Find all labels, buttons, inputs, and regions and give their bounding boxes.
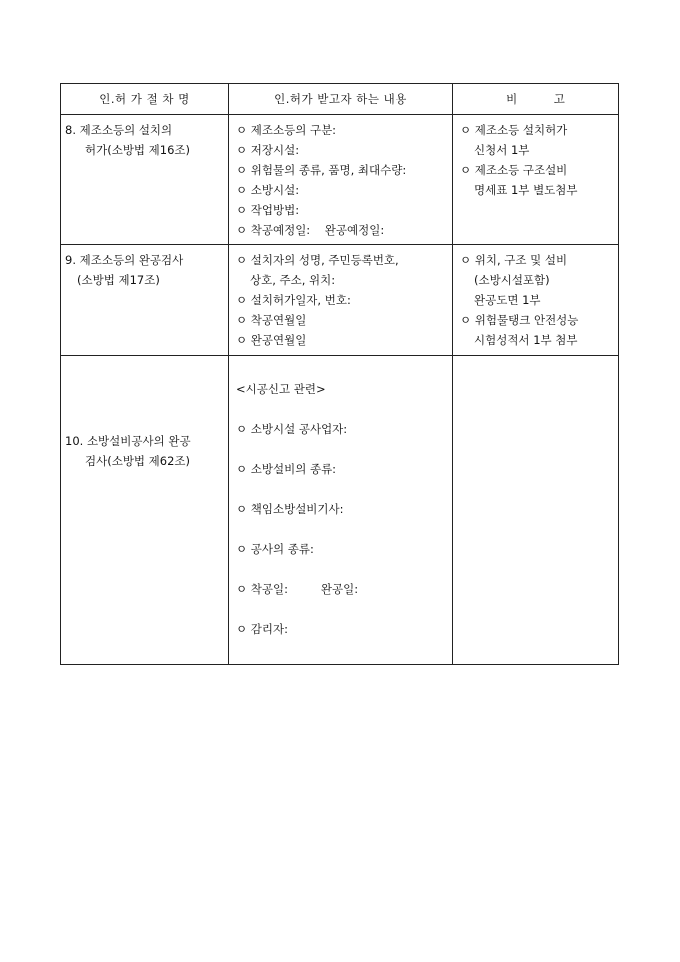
remark-item: ㅇ 위험물탱크 안전성능 <box>460 313 579 327</box>
content-item: ㅇ 위험물의 종류, 품명, 최대수량: <box>236 163 407 177</box>
content-item: ㅇ 소방시설: <box>236 183 300 197</box>
table-row <box>61 356 619 665</box>
content-item: ㅇ 책임소방설비기사: <box>236 502 344 516</box>
remarks-cell <box>453 356 619 665</box>
content-item: ㅇ 저장시설: <box>236 143 300 157</box>
procedure-name-line: 허가(소방법 제16조) <box>85 143 191 157</box>
content-item: ㅇ 작업방법: <box>236 203 300 217</box>
procedure-name-cell <box>61 356 229 665</box>
requested-content-cell <box>229 245 453 356</box>
header-remarks-label: 비 고 <box>506 92 565 106</box>
procedure-name-line: 8. 제조소등의 설치의 <box>65 123 173 137</box>
content-item: 상호, 주소, 위치: <box>250 273 336 287</box>
header-procedure-name: 인.허 가 절 차 명 <box>61 84 229 115</box>
table-header-row <box>61 84 619 115</box>
remark-item: ㅇ 위치, 구조 및 설비 <box>460 253 568 267</box>
remarks-cell <box>453 245 619 356</box>
procedure-name-cell <box>61 245 229 356</box>
content-item: ㅇ 소방시설 공사업자: <box>236 422 348 436</box>
content-item: ㅇ 완공연월일 <box>236 333 307 347</box>
remarks-cell <box>453 115 619 245</box>
content-item: ㅇ 설치자의 성명, 주민등록번호, <box>236 253 399 267</box>
permit-procedure-table <box>60 83 619 665</box>
table-row <box>61 115 619 245</box>
remark-item: (소방시설포함) <box>474 273 550 287</box>
requested-content-cell <box>229 356 453 665</box>
remark-item: 명세표 1부 별도첨부 <box>474 183 578 197</box>
procedure-name-line: 검사(소방법 제62조) <box>85 454 191 468</box>
header-remarks <box>453 84 619 115</box>
content-item: ㅇ 착공연월일 <box>236 313 307 327</box>
remark-item: 시험성적서 1부 첨부 <box>474 333 578 347</box>
content-item: ㅇ 제조소등의 구분: <box>236 123 337 137</box>
header-requested-content: 인.허가 받고자 하는 내용 <box>229 84 453 115</box>
content-item: <시공신고 관련> <box>236 382 326 396</box>
content-item: ㅇ 감리자: <box>236 622 288 636</box>
remark-item: 신청서 1부 <box>474 143 530 157</box>
procedure-name-line: 10. 소방설비공사의 완공 <box>65 434 191 448</box>
content-item: ㅇ 착공일: 완공일: <box>236 582 359 596</box>
table-row <box>61 245 619 356</box>
remark-item: ㅇ 제조소등 설치허가 <box>460 123 568 137</box>
content-item: ㅇ 소방설비의 종류: <box>236 462 337 476</box>
remark-item: ㅇ 제조소등 구조설비 <box>460 163 568 177</box>
procedure-name-cell <box>61 115 229 245</box>
procedure-name-line: 9. 제조소등의 완공검사 <box>65 253 184 267</box>
procedure-name-line: (소방법 제17조) <box>77 273 160 287</box>
content-item: ㅇ 착공예정일: 완공예정일: <box>236 223 385 237</box>
content-item: ㅇ 설치허가일자, 번호: <box>236 293 351 307</box>
remark-item: 완공도면 1부 <box>474 293 541 307</box>
content-item: ㅇ 공사의 종류: <box>236 542 314 556</box>
requested-content-cell <box>229 115 453 245</box>
